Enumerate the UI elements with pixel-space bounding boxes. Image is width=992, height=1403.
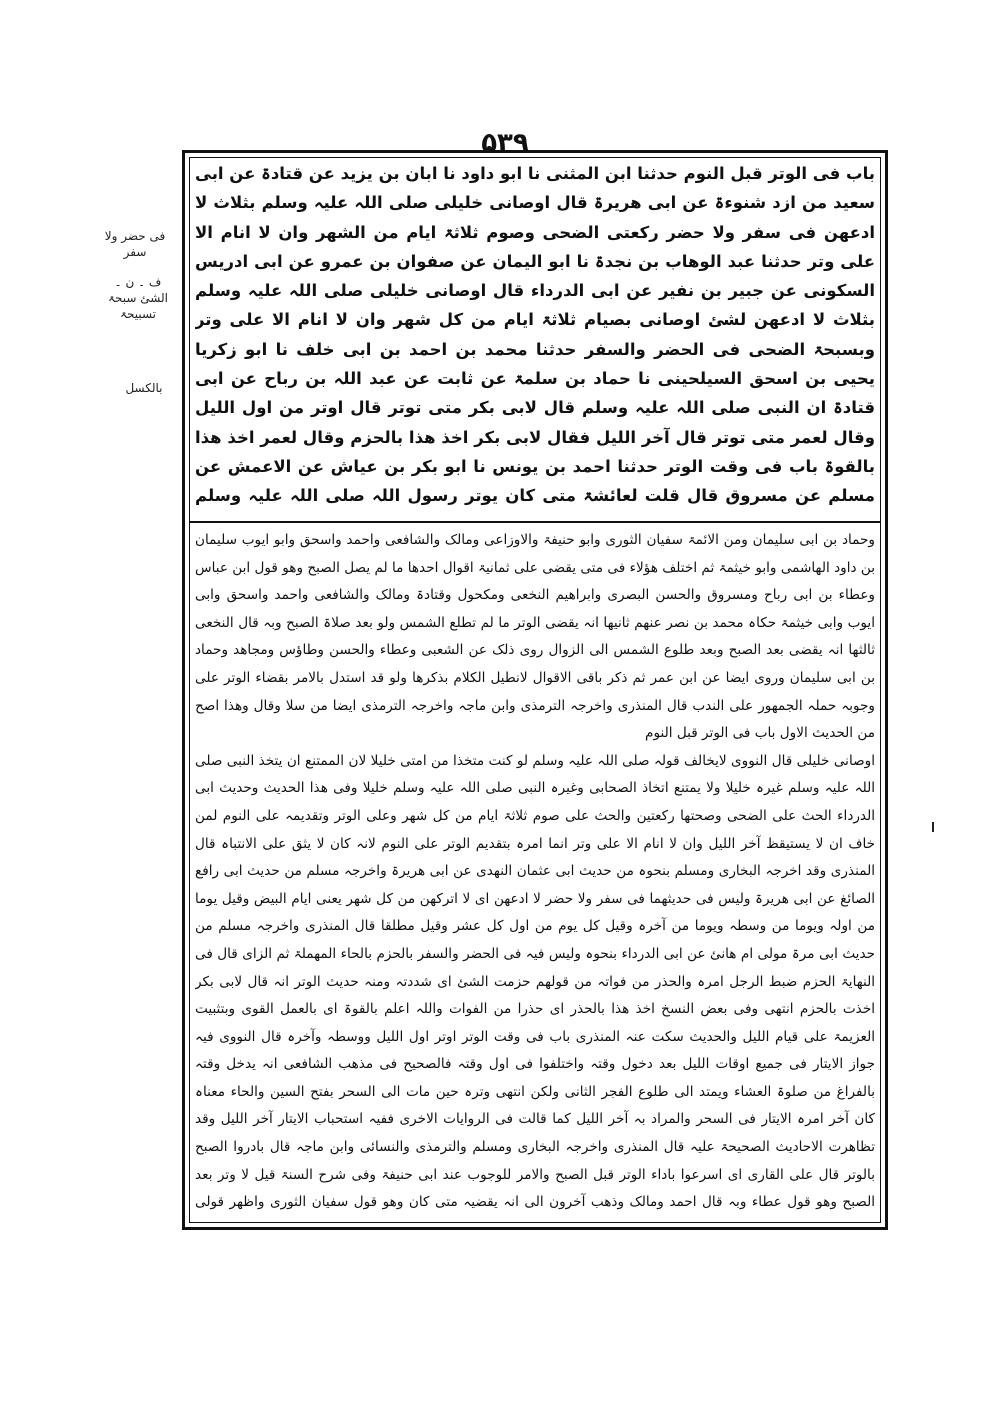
margin-note-3: بالکسل — [125, 381, 163, 395]
page-number: ۵۳۹ — [481, 128, 529, 158]
hadith-main-text — [195, 159, 875, 513]
commentary-paragraph-1: وحماد بن ابی سلیمان ومن الائمۃ سفیان الثوری وابو حنیفۃ والاوزاعی ومالک والشافعی واحمد واسحق وابو ایوب سلیمان بن داود الھاشمی وابو خیثمۃ ثم اختلف ھؤلاء فی متی یقضی علی ثمانیۃ اقوال احدھا ما لم یصل الصبح وھو قول ابن عباس وعطاء بن ابی رباح ومسروق والحسن البصری وابراھیم النخعی ومکحول وقتادۃ ومالک والشافعی واحمد واسحق وابی ایوب وابی خیثمۃ حکاہ محمد بن نصر عنھم ثانیھا انہ یقضی الوتر ما لم تطلع الشمس ولو بعد صلاۃ الصبح وبہ قال النخعی ثالثھا انہ یقضی بعد الصبح وبعد طلوع الشمس الی الزوال روی ذلک عن الشعبی وعطاء والحسن وطاؤس ومجاھد وحماد بن ابی سلیمان وروی ایضا عن ابن عمر ثم ذکر باقی الاقوال لانطیل الکلام بذکرھا ولو قد استدل بالامر بقضاء الوتر علی وجوبہ حملہ الجمھور علی الندب قال المنذری واخرجہ الترمذی وابن ماجہ واخرجہ الترمذی ایضا من سلا وقال وھذا اصح من الحدیث الاول باب فی الوتر قبل النوم — [195, 532, 875, 742]
margin-tick-mark — [932, 822, 934, 832]
commentary-text — [195, 527, 875, 1219]
section-divider — [189, 521, 881, 523]
main-text-paragraph: باب فی الوتر قبل النوم حدثنا ابن المثنی نا ابو داود نا ابان بن یزید عن قتادۃ عن ابی سعید من ازد شنوءۃ عن ابی ھریرۃ قال اوصانی خلیلی صلی اللہ علیہ وسلم بثلاث لا ادعھن فی سفر ولا حضر رکعتی الضحی وصوم ثلاثۃ ایام من الشھر وان لا انام الا علی وتر حدثنا عبد الوھاب بن نجدۃ نا ابو الیمان عن صفوان بن عمرو عن ابی ادریس السکونی عن جبیر بن نفیر عن ابی الدرداء قال اوصانی خلیلی صلی اللہ علیہ وسلم بثلاث لا ادعھن لشئ اوصانی بصیام ثلاثۃ ایام من کل شھر وان لا انام الا علی وتر وبسبحۃ الضحی فی الحضر والسفر حدثنا محمد بن احمد بن ابی خلف نا ابو زکریا یحیی بن اسحق السیلحینی نا حماد بن سلمۃ عن ثابت عن عبد اللہ بن رباح عن ابی قتادۃ ان النبی صلی اللہ علیہ وسلم قال لابی بکر متی توتر قال اوتر من اول اللیل وقال لعمر متی توتر قال آخر اللیل فقال لابی بکر اخذ ھذا بالحزم وقال لعمر اخذ ھذا بالقوۃ باب فی وقت الوتر حدثنا احمد بن یونس نا ابو بکر بن عیاش عن الاعمش عن مسلم عن مسروق قال قلت لعائشۃ متی کان یوتر رسول اللہ صلی اللہ علیہ وسلم — [195, 164, 875, 506]
page-frame — [182, 150, 888, 1230]
commentary-paragraph-2: اوصانی خلیلی قال النووی لایخالف قولہ صلی اللہ علیہ وسلم لو کنت متخذا من امتی خلیلا لان الممتنع ان یتخذ النبی صلی اللہ علیہ وسلم غیرہ خلیلا ولا یمتنع اتخاذ الصحابی وغیرہ النبی صلی اللہ علیہ وسلم خلیلا وفی ھذا الحدیث وحدیث ابی الدرداء الحث علی الضحی وصحتھا رکعتین والحث علی صوم ثلاثۃ ایام من کل شھر وعلی الوتر وتقدیمہ علی النوم لمن خاف ان لا یستیقظ آخر اللیل وان لا انام الا علی وتر انما امرہ بتقدیم الوتر علی النوم لانہ کان لا یثق علی الانتباہ قال المنذری وقد اخرجہ البخاری ومسلم بنحوہ من حدیث ابی عثمان النھدی عن ابی ھریرۃ واخرجہ مسلم من حدیث ابی رافع الصائغ عن ابی ھریرۃ ولیس فی حدیثھما فی سفر ولا حضر لا ادعھن ای لا اترکھن من کل شھر یعنی ایام البیض وقیل یوما من اولہ ویوما من وسطہ ویوما من آخرہ وقیل کل یوم من اول کل عشر وقیل مطلقا قال المنذری واخرجہ مسلم من حدیث ابی مرۃ مولی ام ھانئ عن ابی الدرداء بنحوہ ولیس فیہ فی الحضر والسفر بالحزم بالحاء المھملۃ ثم الزای قال فی النھایۃ الحزم ضبط الرجل امرہ والحذر من فواتہ من قولھم حزمت الشئ ای شددتہ ومنہ حدیث الوتر انہ قال لابی بکر اخذت بالحزم انتھی وفی بعض النسخ اخذ ھذا بالحذر ای حذرا من الفوات واللہ اعلم بالقوۃ ای بالعمل القوی وبتثبیت العزیمۃ علی قیام اللیل والحدیث سکت عنہ المنذری باب فی وقت الوتر اوتر اول اللیل ووسطہ وآخرہ قال النووی فیہ جواز الایتار فی جمیع اوقات اللیل بعد دخول وقتہ واختلفوا فی اول وقتہ فالصحیح فی مذھب الشافعی انہ یدخل وقتہ بالفراغ من صلوۃ العشاء ویمتد الی طلوع الفجر الثانی ولکن انتھی وترہ حین مات الی السحر بفتح السین والحاء معناہ کان آخر امرہ الایتار فی السحر والمراد بہ آخر اللیل کما قالت فی الروایات الاخری ففیہ استحباب الایتار آخر اللیل وقد تظاھرت الاحادیث الصحیحۃ علیہ قال المنذری واخرجہ البخاری ومسلم والترمذی والنسائی وابن ماجہ قال بادروا الصبح بالوتر قال علی القاری ای اسرعوا باداء الوتر قبل الصبح والامر للوجوب عند ابی حنیفۃ وفی شرح السنۃ قیل لا وتر بعد الصبح وھو قول عطاء وبہ قال احمد ومالک وذھب آخرون الی انہ یقضیہ متی کان وھو قول سفیان الثوری واظھر قولی — [195, 752, 875, 1211]
margin-note-2: ف ۔ ن ۔ الشئ سبحۃ تسبیحۃ — [108, 275, 168, 321]
margin-note-1: فی حضر ولا سفر — [104, 229, 166, 259]
